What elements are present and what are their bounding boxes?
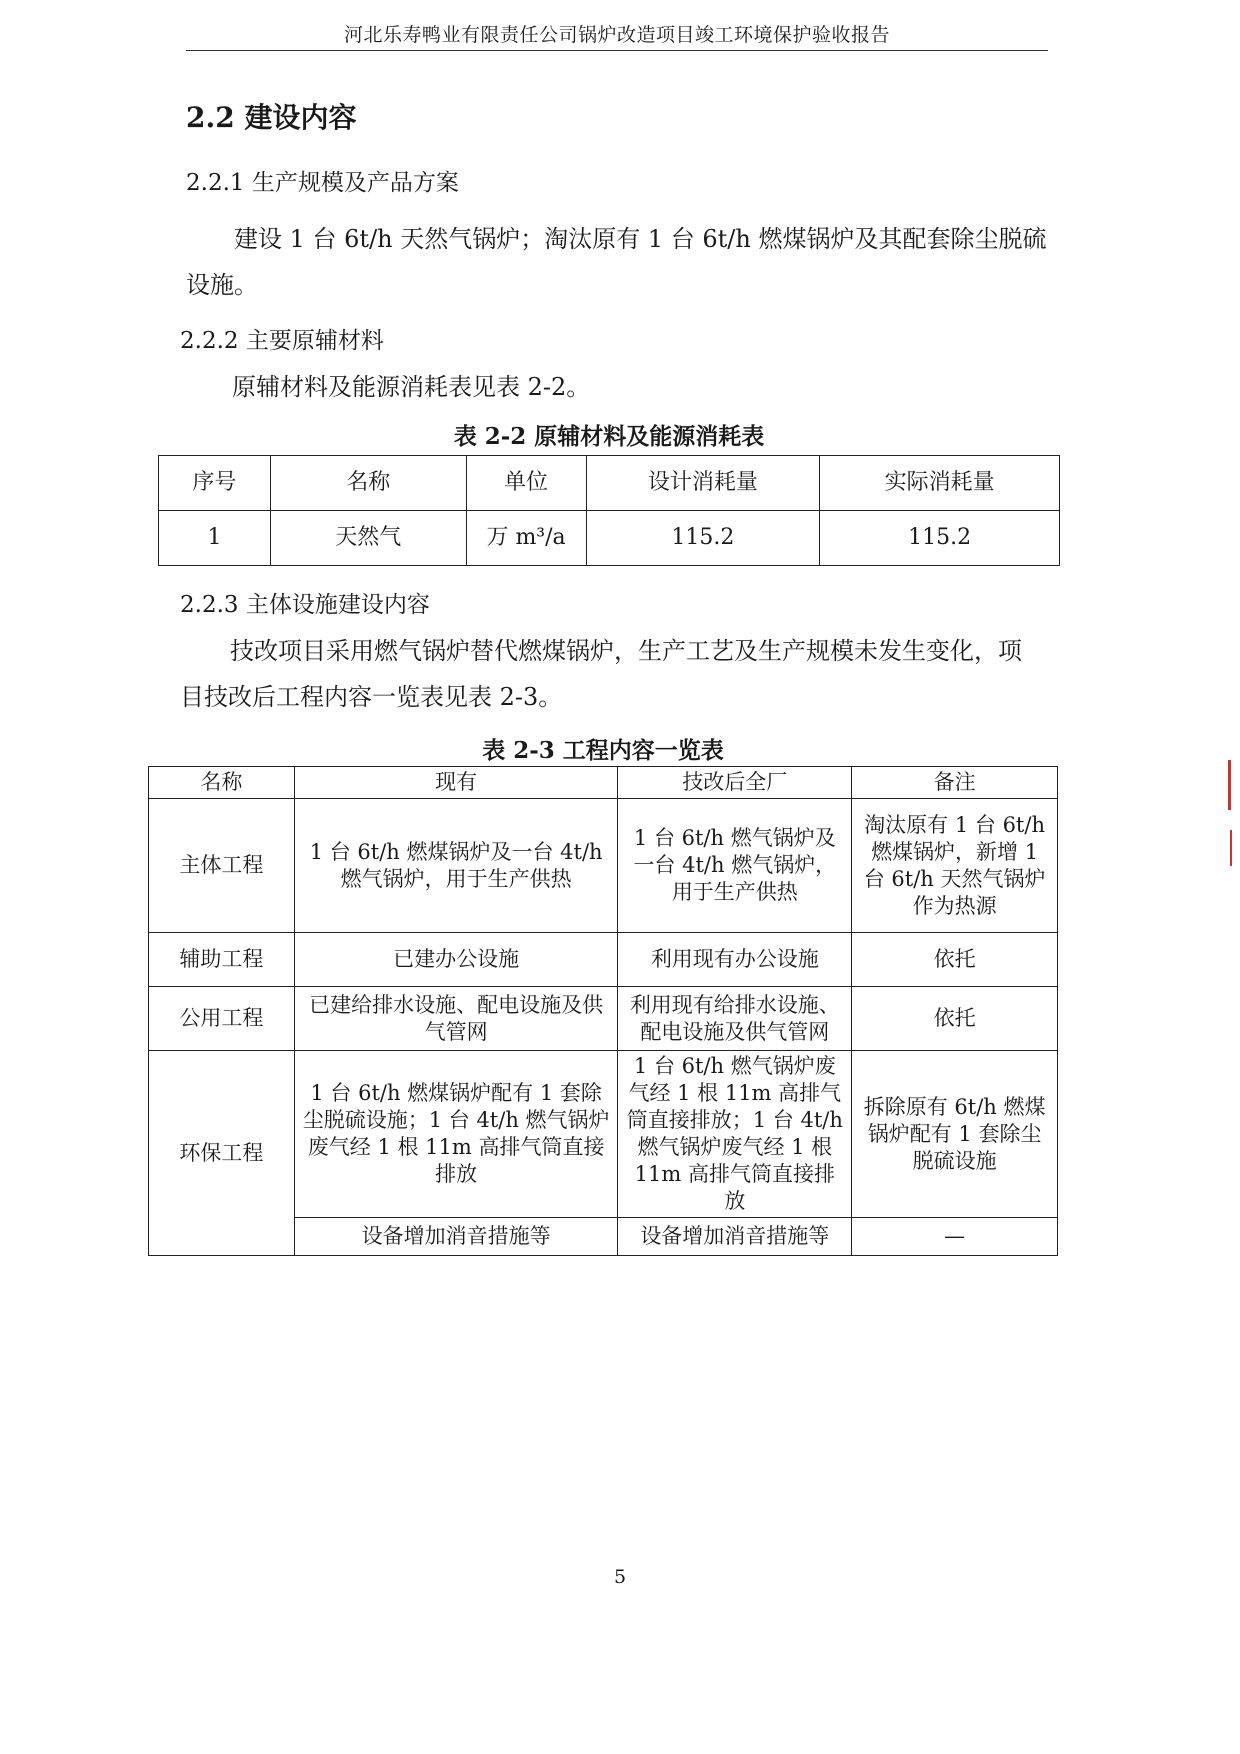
table-cell: 115.2 bbox=[586, 511, 820, 566]
table-cell: 已建给排水设施、配电设施及供气管网 bbox=[294, 987, 618, 1051]
table-2-2-caption: 表 2-2 原辅材料及能源消耗表 bbox=[453, 423, 765, 450]
subsection-heading-2-2-2: 2.2.2 主要原辅材料 bbox=[180, 328, 384, 354]
table-2-3 bbox=[148, 766, 1058, 1256]
header-cell: 现有 bbox=[294, 767, 618, 799]
paragraph-2-2-3-line1: 技改项目采用燃气锅炉替代燃煤锅炉，生产工艺及生产规模未发生变化，项 bbox=[230, 637, 1022, 665]
table-cell: 1 台 6t/h 燃气锅炉及一台 4t/h 燃气锅炉，用于生产供热 bbox=[618, 799, 852, 933]
table-cell: 1 台 6t/h 燃煤锅炉及一台 4t/h 燃气锅炉，用于生产供热 bbox=[294, 799, 618, 933]
paragraph-2-2-2: 原辅材料及能源消耗表见表 2-2。 bbox=[232, 373, 591, 401]
table-cell: 已建办公设施 bbox=[294, 933, 618, 987]
table-row bbox=[149, 987, 1058, 1051]
table-cell: 淘汰原有 1 台 6t/h 燃煤锅炉，新增 1 台 6t/h 天然气锅炉作为热源 bbox=[852, 799, 1058, 933]
header-cell: 备注 bbox=[852, 767, 1058, 799]
paragraph-2-2-1-line2: 设施。 bbox=[186, 271, 258, 299]
header-cell: 技改后全厂 bbox=[618, 767, 852, 799]
table-header-row bbox=[149, 767, 1058, 799]
table-header-row bbox=[159, 456, 1060, 511]
table-2-3-caption: 表 2-3 工程内容一览表 bbox=[482, 737, 724, 764]
subsection-heading-2-2-1: 2.2.1 生产规模及产品方案 bbox=[186, 170, 459, 196]
table-cell: 万 m³/a bbox=[466, 511, 586, 566]
table-cell: 1 台 6t/h 燃煤锅炉配有 1 套除尘脱硫设施；1 台 4t/h 燃气锅炉废气经 1 根 11m 高排气筒直接排放 bbox=[294, 1051, 618, 1218]
table-cell: 1 台 6t/h 燃气锅炉废气经 1 根 11m 高排气筒直接排放；1 台 4t/h 燃气锅炉废气经 1 根 11m 高排气筒直接排放 bbox=[618, 1051, 852, 1218]
table-cell: 拆除原有 6t/h 燃煤锅炉配有 1 套除尘脱硫设施 bbox=[852, 1051, 1058, 1218]
table-cell: 115.2 bbox=[820, 511, 1060, 566]
document-header: 河北乐寿鸭业有限责任公司锅炉改造项目竣工环境保护验收报告 bbox=[343, 24, 890, 46]
header-cell: 名称 bbox=[149, 767, 295, 799]
table-cell: 设备增加消音措施等 bbox=[294, 1218, 618, 1256]
header-cell: 序号 bbox=[159, 456, 271, 511]
paragraph-2-2-1-line1: 建设 1 台 6t/h 天然气锅炉；淘汰原有 1 台 6t/h 燃煤锅炉及其配套除尘脱硫 bbox=[234, 225, 1047, 253]
table-cell: 依托 bbox=[852, 987, 1058, 1051]
page-number: 5 bbox=[613, 1566, 627, 1588]
table-cell: 依托 bbox=[852, 933, 1058, 987]
table-row bbox=[149, 1051, 1058, 1218]
header-cell: 实际消耗量 bbox=[820, 456, 1060, 511]
table-2-2 bbox=[158, 455, 1060, 566]
scan-edge-mark bbox=[1228, 760, 1231, 810]
table-row bbox=[149, 933, 1058, 987]
header-cell: 单位 bbox=[466, 456, 586, 511]
scan-edge-mark bbox=[1230, 830, 1232, 866]
table-cell: 公用工程 bbox=[149, 987, 295, 1051]
table-cell: 1 bbox=[159, 511, 271, 566]
paragraph-2-2-3-line2: 目技改后工程内容一览表见表 2-3。 bbox=[180, 683, 563, 711]
table-cell: 辅助工程 bbox=[149, 933, 295, 987]
table-cell: 主体工程 bbox=[149, 799, 295, 933]
header-cell: 名称 bbox=[270, 456, 466, 511]
header-cell: 设计消耗量 bbox=[586, 456, 820, 511]
table-cell: 天然气 bbox=[270, 511, 466, 566]
section-heading-2-2: 2.2 建设内容 bbox=[186, 101, 357, 134]
table-cell: — bbox=[852, 1218, 1058, 1256]
table-row bbox=[149, 799, 1058, 933]
table-cell: 利用现有给排水设施、配电设施及供气管网 bbox=[618, 987, 852, 1051]
header-rule bbox=[186, 50, 1048, 51]
subsection-heading-2-2-3: 2.2.3 主体设施建设内容 bbox=[180, 592, 430, 618]
table-cell: 利用现有办公设施 bbox=[618, 933, 852, 987]
table-cell: 环保工程 bbox=[149, 1051, 295, 1256]
table-cell: 设备增加消音措施等 bbox=[618, 1218, 852, 1256]
table-row bbox=[159, 511, 1060, 566]
